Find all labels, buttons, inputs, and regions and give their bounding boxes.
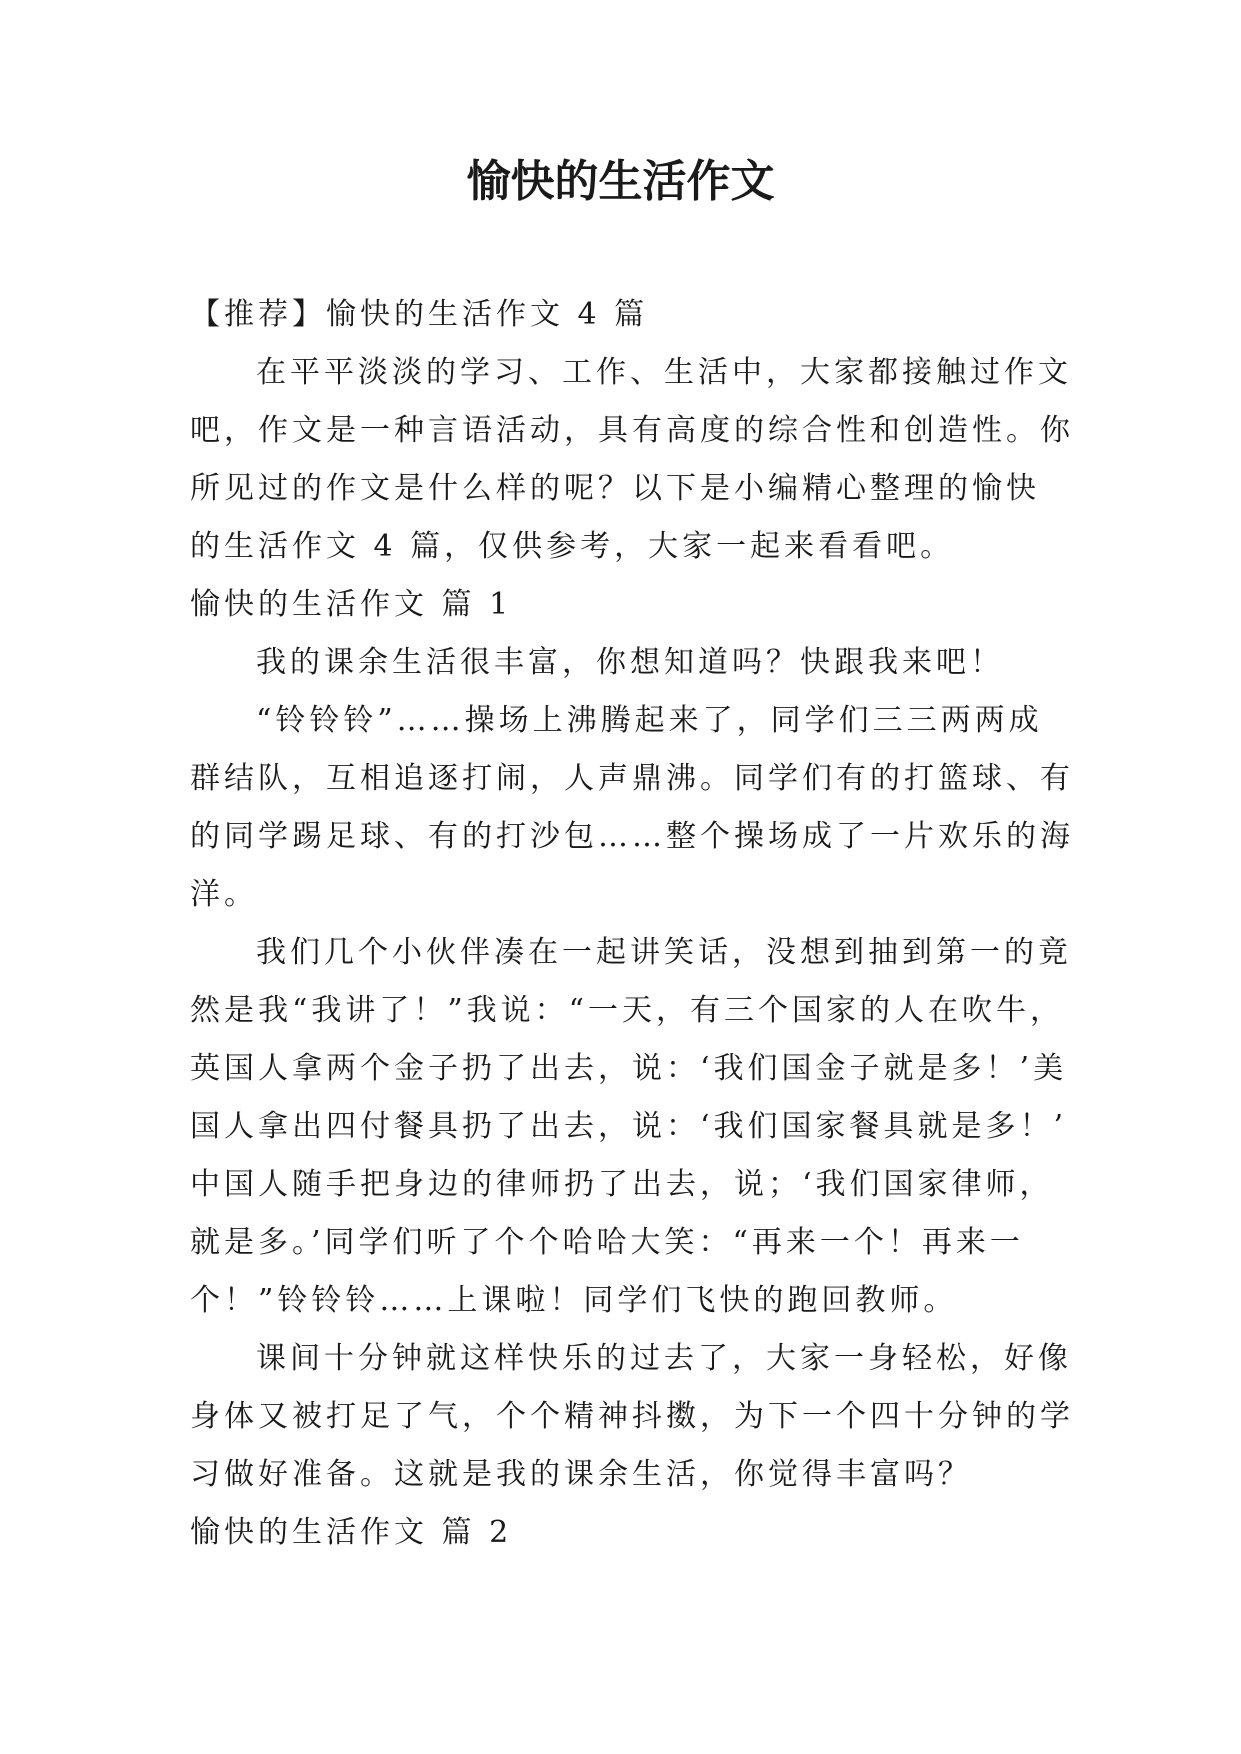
document-title: 愉快的生活作文	[466, 156, 775, 207]
text-line: 然是我“我讲了！”我说：“一天，有三个国家的人在吹牛，	[190, 993, 1065, 1028]
text-line: 就是多。’同学们听了个个哈哈大笑：“再来一个！再来一	[190, 1225, 1024, 1260]
text-line: 身体又被打足了气，个个精神抖擞，为下一个四十分钟的学	[190, 1399, 1074, 1434]
text-line: 愉快的生活作文 篇 2	[190, 1515, 513, 1550]
text-line: 洋。	[190, 877, 258, 912]
text-line: 国人拿出四付餐具扔了出去，说：‘我们国家餐具就是多！’	[190, 1109, 1068, 1144]
text-line: 个！”铃铃铃……上课啦！同学们飞快的跑回教师。	[190, 1283, 958, 1318]
text-line: 在平平淡淡的学习、工作、生活中，大家都接触过作文	[256, 355, 1072, 390]
text-line: 所见过的作文是什么样的呢？以下是小编精心整理的愉快	[190, 471, 1040, 506]
text-line: 【推荐】愉快的生活作文 4 篇	[190, 297, 649, 332]
text-line: “铃铃铃”……操场上沸腾起来了，同学们三三两两成	[256, 703, 1043, 738]
text-line: 习做好准备。这就是我的课余生活，你觉得丰富吗？	[190, 1457, 972, 1492]
text-line: 群结队，互相追逐打闹，人声鼎沸。同学们有的打篮球、有	[190, 761, 1074, 796]
text-line: 课间十分钟就这样快乐的过去了，大家一身轻松，好像	[256, 1341, 1072, 1376]
text-line: 我的课余生活很丰富，你想知道吗？快跟我来吧！	[256, 645, 1004, 680]
document-body	[190, 286, 1074, 1562]
text-line: 英国人拿两个金子扔了出去，说：‘我们国金子就是多！’美	[190, 1051, 1068, 1086]
text-line: 的生活作文 4 篇，仅供参考，大家一起来看看吧。	[190, 529, 955, 564]
text-line: 吧，作文是一种言语活动，具有高度的综合性和创造性。你	[190, 413, 1074, 448]
text-line: 愉快的生活作文 篇 1	[190, 587, 513, 622]
text-line: 我们几个小伙伴凑在一起讲笑话，没想到抽到第一的竟	[256, 935, 1072, 970]
text-line: 中国人随手把身边的律师扔了出去，说；‘我们国家律师，	[190, 1167, 1054, 1202]
text-line: 的同学踢足球、有的打沙包……整个操场成了一片欢乐的海	[190, 819, 1074, 854]
